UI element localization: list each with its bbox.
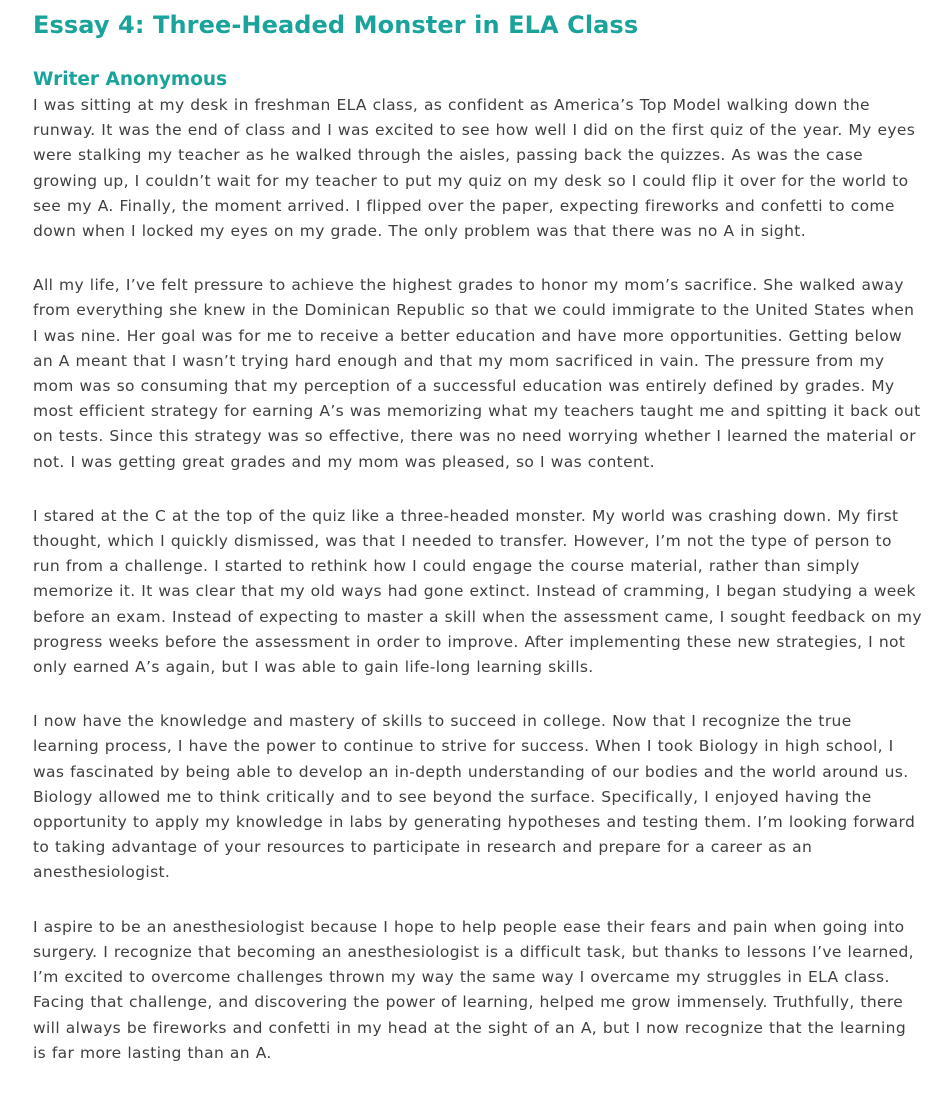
essay-container (33, 8, 923, 1095)
essay-body (33, 93, 923, 1066)
essay-author: Writer Anonymous (33, 69, 228, 90)
essay-paragraph: I aspire to be an anesthesiologist because I hope to help people ease their fears and pain when going into surgery. I recognize that becoming an anesthesiologist is a difficult task, but thanks to lessons I’ve learned, I’m excited to overcome challenges thrown my way the same way I overcame my struggles in ELA class. Facing that challenge, and discovering the power of learning, helped me grow immensely. Truthfully, there will always be fireworks and confetti in my head at the sight of an A, but I now recognize that the learning is far more lasting than an A. (33, 917, 914, 1062)
essay-paragraph: I now have the knowledge and mastery of skills to succeed in college. Now that I recognize the true learning process, I have the power to continue to strive for success. When I took Biology in high school, I was fascinated by being able to develop an in-depth understanding of our bodies and the world around us. Biology allowed me to think critically and to see beyond the surface. Specifically, I enjoyed having the opportunity to apply my knowledge in labs by generating hypotheses and testing them. I’m looking forward to taking advantage of your resources to participate in research and prepare for a career as an anesthesiologist. (33, 712, 916, 882)
essay-title: Essay 4: Three-Headed Monster in ELA Class (33, 11, 639, 39)
essay-paragraph: All my life, I’ve felt pressure to achieve the highest grades to honor my mom’s sacrifice. She walked away from everything she knew in the Dominican Republic so that we could immigrate to the United States when I was nine. Her goal was for me to receive a better education and have more opportunities. Getting below an A meant that I wasn’t trying hard enough and that my mom sacrificed in vain. The pressure from my mom was so consuming that my perception of a successful education was entirely defined by grades. My most efficient strategy for earning A’s was memorizing what my teachers taught me and spitting it back out on tests. Since this strategy was so effective, there was no need worrying whether I learned the material or not. I was getting great grades and my mom was pleased, so I was content. (33, 276, 921, 471)
essay-paragraph: I was sitting at my desk in freshman ELA class, as confident as America’s Top Model walking down the runway. It was the end of class and I was excited to see how well I did on the first quiz of the year. My eyes were stalking my teacher as he walked through the aisles, passing back the quizzes. As was the case growing up, I couldn’t wait for my teacher to put my quiz on my desk so I could flip it over for the world to see my A. Finally, the moment arrived. I flipped over the paper, expecting fireworks and confetti to come down when I locked my eyes on my grade. The only problem was that there was no A in sight. (33, 96, 916, 241)
essay-paragraph: I stared at the C at the top of the quiz like a three-headed monster. My world was crashing down. My first thought, which I quickly dismissed, was that I needed to transfer. However, I’m not the type of person to run from a challenge. I started to rethink how I could engage the course material, rather than simply memorize it. It was clear that my old ways had gone extinct. Instead of cramming, I began studying a week before an exam. Instead of expecting to master a skill when the assessment came, I sought feedback on my progress weeks before the assessment in order to improve. After implementing these new strategies, I not only earned A’s again, but I was able to gain life-long learning skills. (33, 506, 922, 677)
